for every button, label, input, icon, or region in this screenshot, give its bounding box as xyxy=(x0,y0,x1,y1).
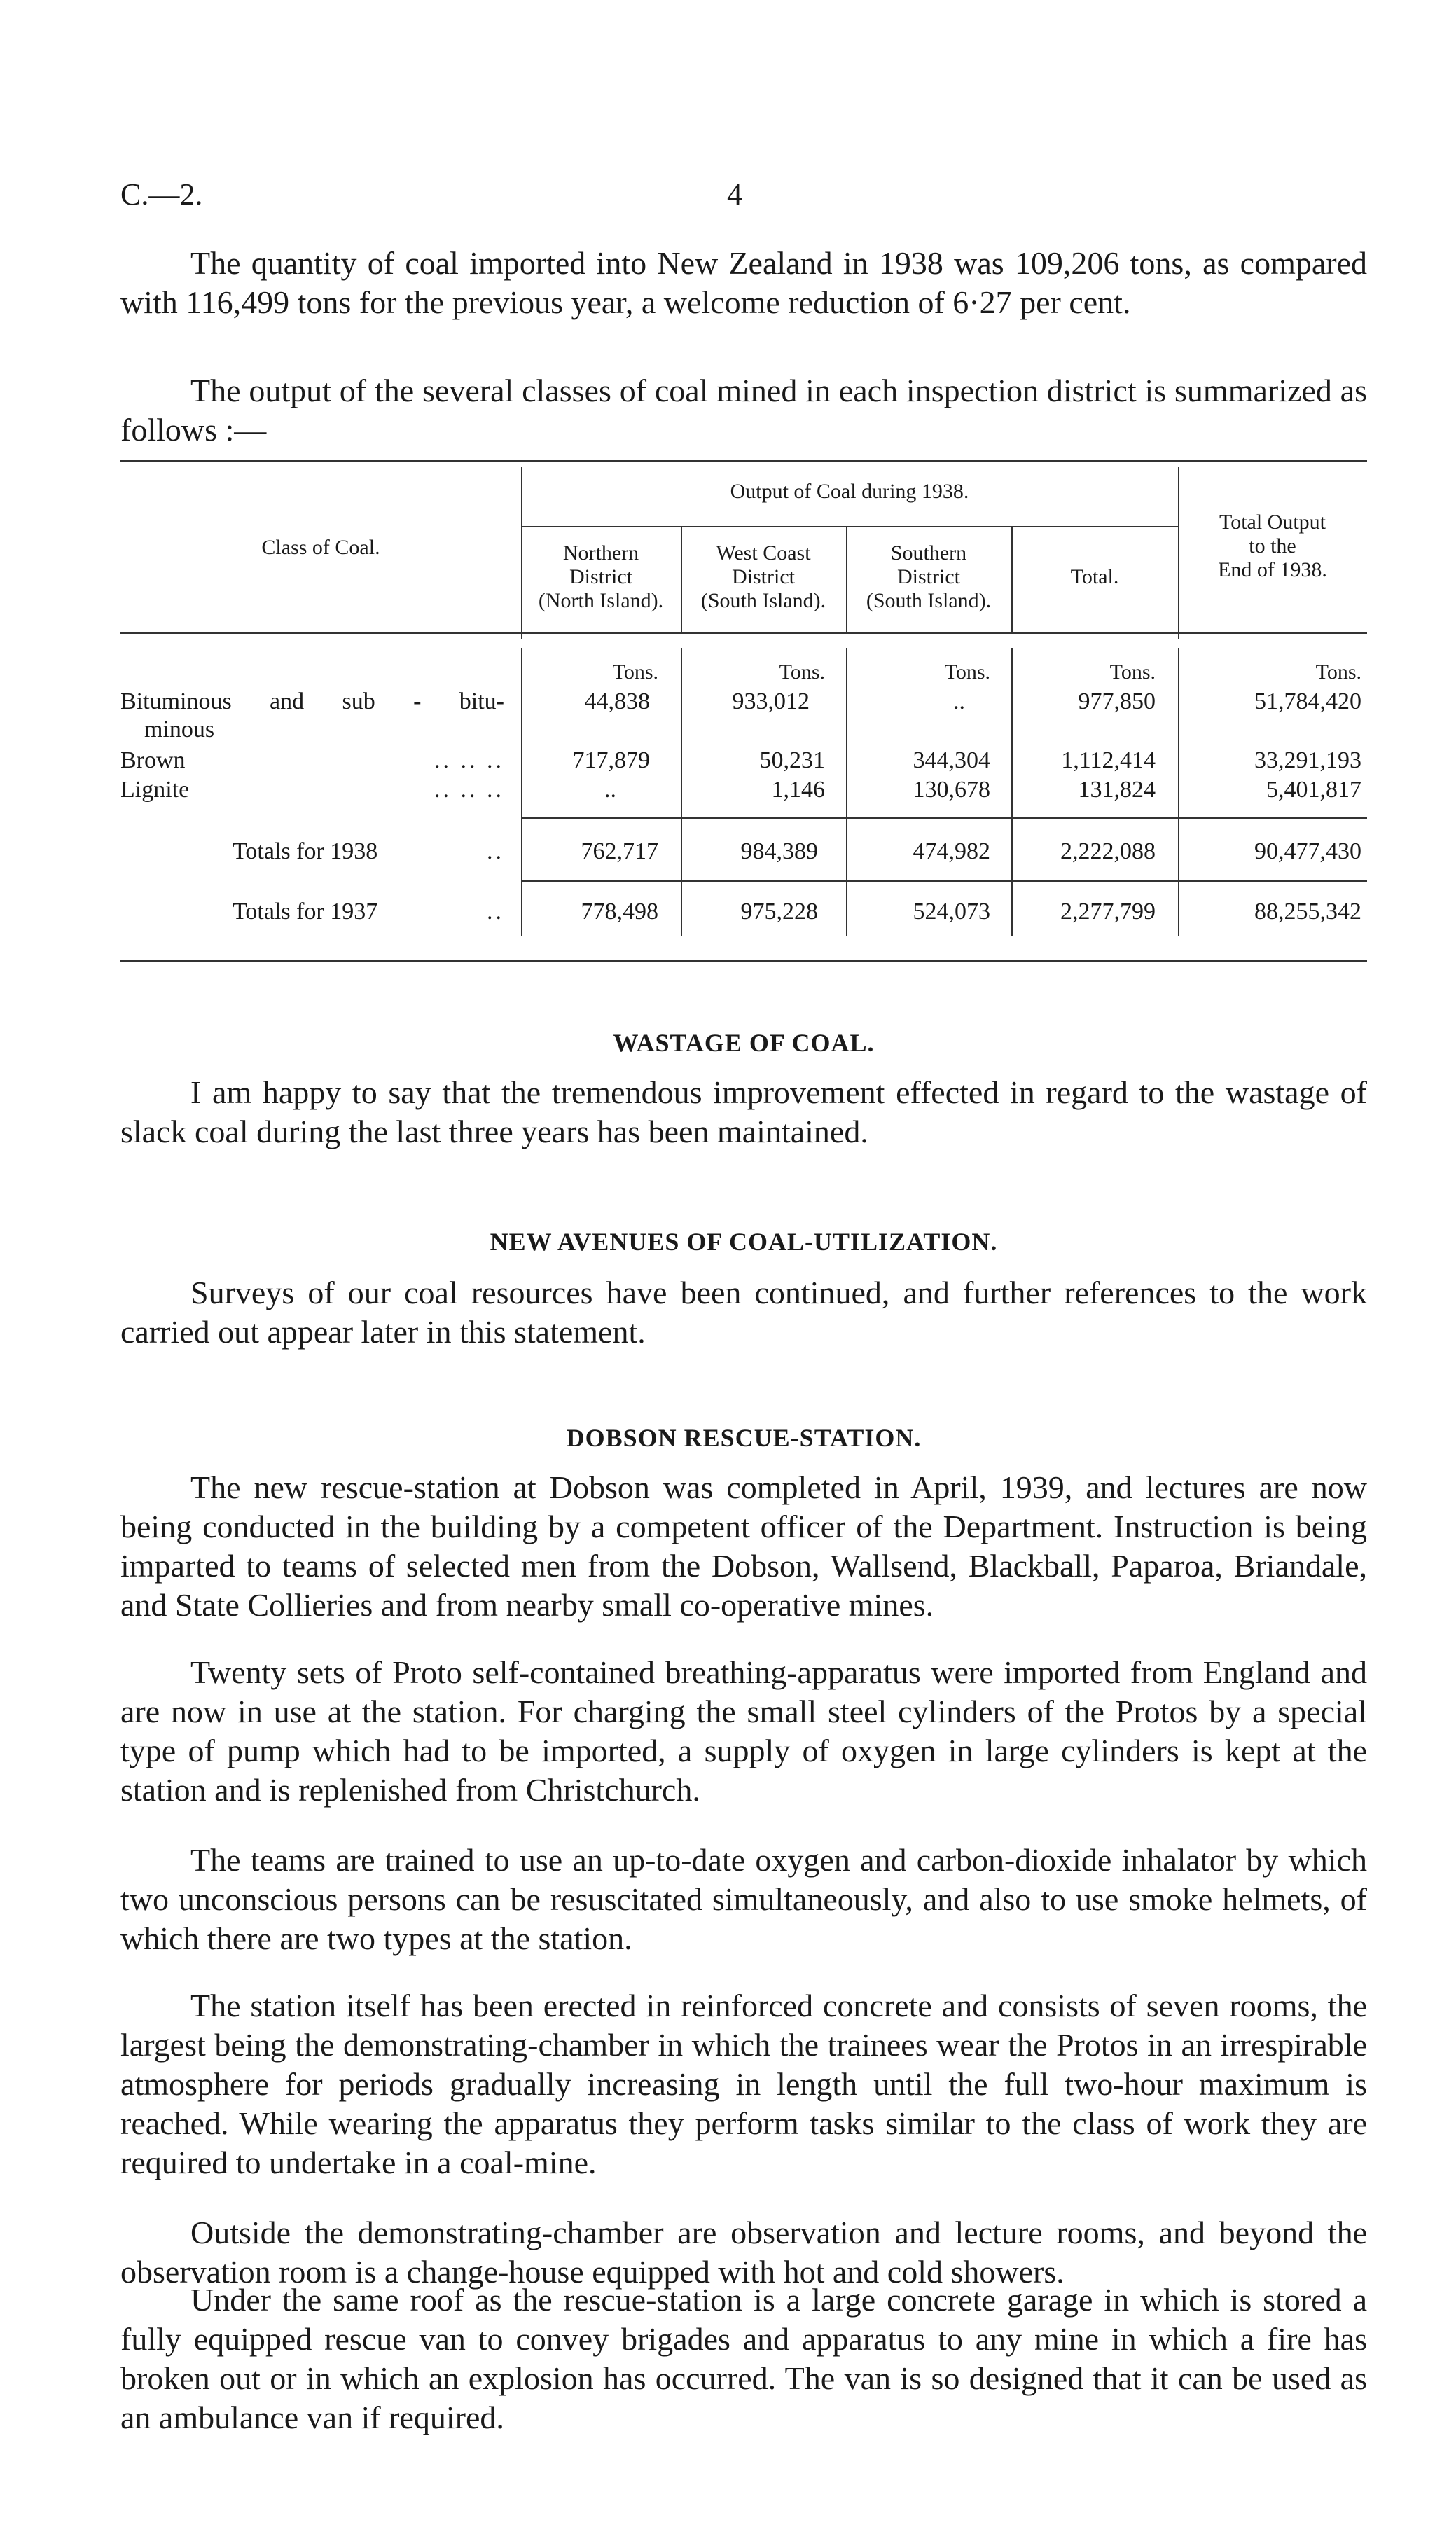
units-cell: Tons. xyxy=(779,660,825,684)
cell-cumulative: 51,784,420 xyxy=(1254,688,1361,714)
heading-dobson-rescue-station: DOBSON RESCUE-STATION. xyxy=(566,1424,922,1452)
row-label-lignite: Lignite xyxy=(120,777,190,803)
page-header xyxy=(120,176,1367,219)
row-label-bituminous-cont: minous xyxy=(144,716,215,742)
table-bottom-rule xyxy=(120,960,1367,962)
cell-cumulative: 33,291,193 xyxy=(1254,747,1361,773)
cell-west-coast: 984,389 xyxy=(740,838,818,864)
header-southern-district: Southern District (South Island). xyxy=(866,541,992,612)
row-label-totals-1938: Totals for 1938 xyxy=(233,838,378,864)
cell-southern: 474,982 xyxy=(913,838,990,864)
dot-leader: .. xyxy=(487,899,504,925)
dot-leader: .. xyxy=(487,838,504,864)
header-total-output: Total Output to the End of 1938. xyxy=(1218,511,1327,581)
row-label-brown: Brown xyxy=(120,747,186,773)
cell-northern: 778,498 xyxy=(581,899,658,925)
units-cell: Tons. xyxy=(612,660,658,684)
paragraph-output-intro: The output of the several classes of coal mined in each inspection district is summarized as follows :— xyxy=(120,373,1367,448)
heading-wastage-of-coal: WASTAGE OF COAL. xyxy=(613,1029,875,1057)
units-cell: Tons. xyxy=(1315,660,1361,684)
totals-rule xyxy=(521,817,1367,819)
cell-west-coast: 975,228 xyxy=(740,899,818,925)
cell-cumulative: 90,477,430 xyxy=(1254,838,1361,864)
dot-leader: .. .. .. xyxy=(434,747,504,773)
units-cell: Tons. xyxy=(1109,660,1156,684)
cell-west-coast: 933,012 xyxy=(732,688,810,714)
header-total: Total. xyxy=(1070,565,1119,588)
table-group-rule xyxy=(521,526,1178,527)
paragraph-dobson-3: The teams are trained to use an up-to-date oxygen and carbon-dioxide inhalator by which two unconscious persons can be resuscitated simultaneously, and also to use smoke helmets, of which there are two types at the station. xyxy=(120,1842,1367,1956)
paragraph-dobson-1: The new rescue-station at Dobson was completed in April, 1939, and lectures are now being conducted in the building by a competent officer of the Department. Instruction is being imparted to teams of selected men from the Dobson, Wallsend, Blackball, Paparoa, Briandale, and State Collieries and from nearby small co-operative mines. xyxy=(120,1469,1367,1623)
cell-west-coast: 50,231 xyxy=(759,747,825,773)
cell-total: 1,112,414 xyxy=(1061,747,1156,773)
paragraph-dobson-2: Twenty sets of Proto self-contained breathing-apparatus were imported from England and are now in use at the station. For charging the small steel cylinders of the Protos by a special type of pump which had to be imported, a supply of oxygen in large cylinders is kept at the station and is replenished from Christchurch. xyxy=(120,1654,1367,1808)
cell-cumulative: 5,401,817 xyxy=(1266,777,1361,803)
coal-output-table xyxy=(120,460,1367,964)
cell-total: 2,222,088 xyxy=(1060,838,1156,864)
paragraph-dobson-4: The station itself has been erected in reinforced concrete and consists of seven rooms, the largest being the demonstrating-chamber in which the trainees wear the Protos in an irrespirable atmosphere for periods gradually increasing in length until the full two-hour maximum is reached. While wearing the apparatus they perform tasks similar to the class of work they are required to undertake in a coal-mine. xyxy=(120,1988,1367,2180)
header-west-coast-district: West Coast District (South Island). xyxy=(700,541,826,612)
heading-new-avenues: NEW AVENUES OF COAL-UTILIZATION. xyxy=(490,1228,998,1256)
header-output-1938: Output of Coal during 1938. xyxy=(730,480,969,503)
table-header-rule xyxy=(120,632,1367,634)
cell-southern: 344,304 xyxy=(913,747,990,773)
row-label-bituminous: Bituminous and sub - bitu- xyxy=(120,688,504,714)
cell-northern: 44,838 xyxy=(584,688,650,714)
paragraph-wastage: I am happy to say that the tremendous improvement effected in regard to the wastage of slack coal during the last three years has been maintained. xyxy=(120,1074,1367,1149)
page-number: 4 xyxy=(727,177,742,212)
cell-west-coast: 1,146 xyxy=(771,777,825,803)
cell-southern: 524,073 xyxy=(913,899,990,925)
paragraph-coal-imports: The quantity of coal imported into New Zealand in 1938 was 109,206 tons, as compared with 116,499 tons for the previous year, a welcome reduction of 6·27 per cent. xyxy=(120,245,1367,320)
paragraph-dobson-6: Under the same roof as the rescue-station is a large concrete garage in which is stored a fully equipped rescue van to convey brigades and apparatus to any mine in which a fire has broken out or in which an explosion has occurred. The van is so designed that it can be used as an ambulance van if required. xyxy=(120,2282,1367,2435)
cell-southern: 130,678 xyxy=(913,777,990,803)
paragraph-new-avenues: Surveys of our coal resources have been continued, and further references to the work carried out appear later in this statement. xyxy=(120,1275,1367,1350)
cell-total: 977,850 xyxy=(1078,688,1156,714)
cell-southern: .. xyxy=(953,688,965,714)
dot-leader: .. .. .. xyxy=(434,777,504,803)
cell-northern: 717,879 xyxy=(572,747,650,773)
cell-total: 2,277,799 xyxy=(1060,899,1156,925)
paragraph-dobson-5: Outside the demonstrating-chamber are observation and lecture rooms, and beyond the observation room is a change-house equipped with hot and cold showers. xyxy=(120,2215,1367,2290)
row-label-totals-1937: Totals for 1937 xyxy=(233,899,378,925)
header-class-of-coal: Class of Coal. xyxy=(261,536,380,559)
cell-cumulative: 88,255,342 xyxy=(1254,899,1361,925)
header-northern-district: Northern District (North Island). xyxy=(538,541,664,612)
cell-total: 131,824 xyxy=(1078,777,1156,803)
totals-rule xyxy=(521,880,1367,882)
table-top-rule xyxy=(120,460,1367,462)
cell-northern: 762,717 xyxy=(581,838,658,864)
document-code: C.—2. xyxy=(120,177,203,212)
cell-northern: .. xyxy=(604,777,616,803)
units-cell: Tons. xyxy=(944,660,990,684)
